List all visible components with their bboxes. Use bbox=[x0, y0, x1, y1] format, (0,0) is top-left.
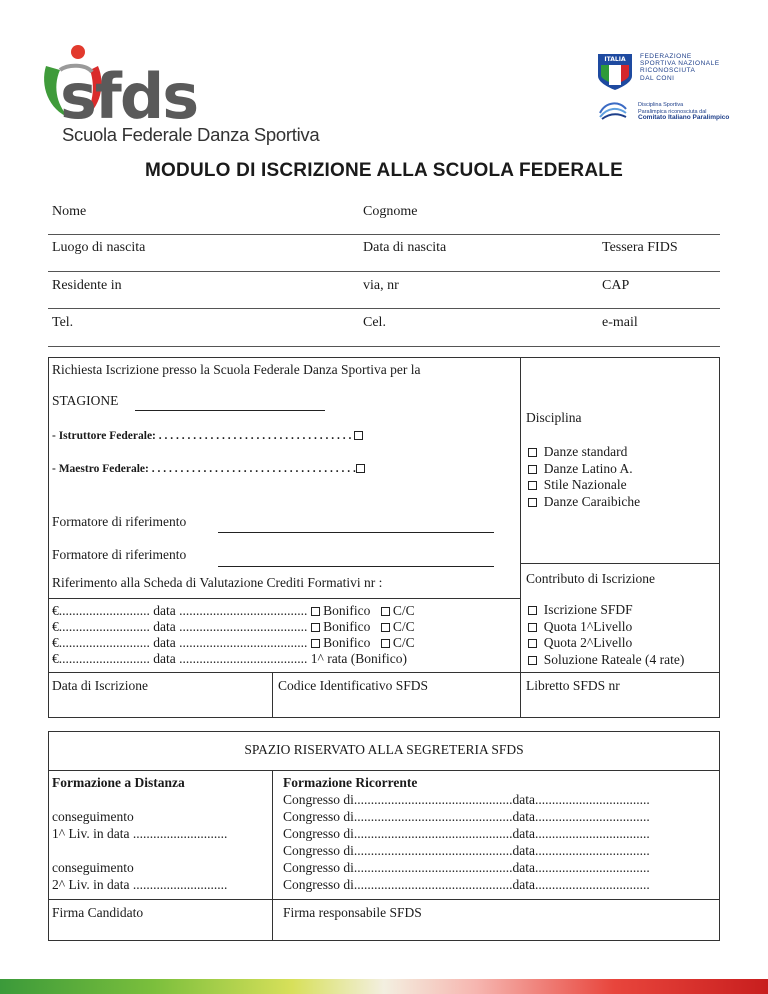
email-label: e-mail bbox=[602, 315, 638, 330]
box-divider bbox=[272, 770, 273, 941]
italia-badge-text: ITALIA bbox=[604, 56, 626, 63]
contributo-item[interactable] bbox=[528, 619, 684, 636]
congresso-row: Congresso di...............................................data.................................. bbox=[283, 860, 650, 875]
ricorrente-label: Formazione Ricorrente bbox=[283, 775, 418, 790]
conseguimento-2 bbox=[52, 859, 227, 893]
italia-shield-icon bbox=[598, 54, 632, 90]
cip-line: Comitato Italiano Paralimpico bbox=[638, 114, 730, 121]
maestro-checkbox[interactable] bbox=[356, 464, 365, 473]
tel-label: Tel. bbox=[52, 315, 74, 330]
formatore-field-2[interactable] bbox=[218, 566, 494, 567]
federation-line: SPORTIVA NAZIONALE bbox=[640, 60, 720, 68]
box-divider bbox=[48, 672, 720, 673]
federation-line: DAL CONI bbox=[640, 74, 675, 82]
cc-label: C/C bbox=[392, 619, 415, 634]
federation-line: FEDERAZIONE bbox=[640, 53, 692, 60]
disciplina-item-label: Stile Nazionale bbox=[543, 477, 627, 492]
formatore-label-1: Formatore di riferimento bbox=[52, 514, 187, 529]
disciplina-checkbox[interactable] bbox=[528, 498, 537, 507]
congresso-list bbox=[283, 791, 650, 893]
federation-text bbox=[640, 53, 720, 82]
cap-label: CAP bbox=[602, 278, 630, 293]
sfds-logo bbox=[40, 40, 260, 132]
disciplina-label: Disciplina bbox=[526, 410, 582, 425]
cognome-label: Cognome bbox=[363, 204, 418, 219]
logo-subtitle: Scuola Federale Danza Sportiva bbox=[62, 124, 320, 145]
stagione-label: STAGIONE bbox=[52, 393, 119, 408]
istruttore-label: - Istruttore Federale: bbox=[52, 430, 156, 442]
luogo-nascita-label: Luogo di nascita bbox=[52, 240, 146, 255]
istruttore-dots: . . . . . . . . . . . . . . . . . . . . . . . . . . . . . . . . . . bbox=[155, 430, 352, 442]
cip-text bbox=[638, 102, 729, 122]
box-divider bbox=[48, 899, 720, 900]
form-title: MODULO DI ISCRIZIONE ALLA SCUOLA FEDERALE bbox=[145, 160, 623, 181]
nome-label: Nome bbox=[52, 204, 87, 219]
riferimento-label: Riferimento alla Scheda di Valutazione Crediti Formativi nr : bbox=[52, 575, 383, 590]
via-label: via, nr bbox=[363, 278, 399, 293]
maestro-dots: . . . . . . . . . . . . . . . . . . . . . . . . . . . . . . . . . . . . bbox=[148, 463, 356, 475]
contributo-item-label: Quota 2^Livello bbox=[543, 635, 633, 650]
cel-label: Cel. bbox=[363, 315, 386, 330]
congresso-row: Congresso di...............................................data.................................. bbox=[283, 809, 650, 824]
conseguimento-label: conseguimento bbox=[52, 860, 134, 875]
contributo-checkbox[interactable] bbox=[528, 606, 537, 615]
contributo-item[interactable] bbox=[528, 635, 684, 652]
disciplina-checkbox[interactable] bbox=[528, 448, 537, 457]
disciplina-item[interactable] bbox=[528, 477, 640, 494]
federation-line: RICONOSCIUTA bbox=[640, 67, 696, 75]
libretto-label: Libretto SFDS nr bbox=[526, 678, 620, 693]
contributo-item-label: Quota 1^Livello bbox=[543, 618, 633, 634]
istruttore-checkbox[interactable] bbox=[354, 431, 363, 440]
contributo-item[interactable] bbox=[528, 652, 684, 669]
fad-label: Formazione a Distanza bbox=[52, 775, 185, 790]
disciplina-checkbox[interactable] bbox=[528, 465, 537, 474]
bonifico-label: Bonifico bbox=[323, 635, 371, 650]
cip-line: Disciplina Sportiva bbox=[638, 102, 684, 108]
contributo-label: Contributo di Iscrizione bbox=[526, 571, 655, 586]
row-divider bbox=[48, 308, 720, 309]
disciplina-item[interactable] bbox=[528, 461, 640, 478]
box-divider bbox=[520, 563, 720, 564]
contributo-item[interactable] bbox=[528, 602, 684, 619]
congresso-row: Congresso di...............................................data.................................. bbox=[283, 826, 650, 841]
richiesta-text: Richiesta Iscrizione presso la Scuola Federale Danza Sportiva per la bbox=[52, 362, 421, 377]
contributo-list bbox=[528, 602, 684, 668]
payment-text: €........................... data ...................................... bbox=[52, 619, 311, 634]
bonifico-checkbox[interactable] bbox=[311, 607, 320, 616]
sfds-logo-graphic bbox=[40, 40, 260, 128]
residente-label: Residente in bbox=[52, 278, 122, 293]
box-divider bbox=[48, 598, 520, 599]
payment-row bbox=[52, 603, 415, 619]
payment-row bbox=[52, 619, 415, 635]
conseguimento-1 bbox=[52, 808, 227, 842]
formatore-field-1[interactable] bbox=[218, 532, 494, 533]
bonifico-checkbox[interactable] bbox=[311, 623, 320, 632]
stagione-field[interactable] bbox=[135, 410, 325, 411]
segreteria-title: SPAZIO RISERVATO ALLA SEGRETERIA SFDS bbox=[244, 742, 524, 757]
firma-responsabile-label: Firma responsabile SFDS bbox=[283, 905, 422, 920]
congresso-row: Congresso di...............................................data.................................. bbox=[283, 843, 650, 858]
cc-checkbox[interactable] bbox=[381, 623, 390, 632]
istruttore-row bbox=[52, 430, 363, 442]
box-divider bbox=[272, 672, 273, 718]
disciplina-item[interactable] bbox=[528, 444, 640, 461]
data-iscrizione-label: Data di Iscrizione bbox=[52, 678, 148, 693]
contributo-checkbox[interactable] bbox=[528, 639, 537, 648]
cc-checkbox[interactable] bbox=[381, 607, 390, 616]
payment-text: €........................... data ...................................... 1^ rata (Bonifico) bbox=[52, 651, 408, 666]
disciplina-item-label: Danze Latino A. bbox=[543, 460, 633, 476]
payment-text: €........................... data ...................................... bbox=[52, 635, 311, 650]
contributo-checkbox[interactable] bbox=[528, 623, 537, 632]
row-divider bbox=[48, 234, 720, 235]
svg-text:sfds: sfds bbox=[60, 60, 198, 128]
payment-row bbox=[52, 635, 415, 651]
maestro-label: - Maestro Federale: bbox=[52, 463, 149, 475]
congresso-row: Congresso di...............................................data.................................. bbox=[283, 877, 650, 892]
codice-sfds-label: Codice Identificativo SFDS bbox=[278, 678, 428, 693]
box-divider bbox=[48, 770, 720, 771]
row-divider bbox=[48, 271, 720, 272]
box-divider bbox=[520, 357, 521, 718]
contributo-checkbox[interactable] bbox=[528, 656, 537, 665]
disciplina-item-label: Danze standard bbox=[543, 444, 628, 459]
data-nascita-label: Data di nascita bbox=[363, 240, 447, 255]
disciplina-checkbox[interactable] bbox=[528, 481, 537, 490]
cc-checkbox[interactable] bbox=[381, 639, 390, 648]
payment-row bbox=[52, 651, 407, 667]
disciplina-item[interactable] bbox=[528, 494, 640, 511]
cip-logo-icon bbox=[596, 99, 630, 121]
conseguimento-label: conseguimento bbox=[52, 809, 134, 824]
firma-candidato-label: Firma Candidato bbox=[52, 905, 144, 920]
conseguimento-date: 2^ Liv. in data ............................ bbox=[52, 877, 228, 892]
formatore-label-2: Formatore di riferimento bbox=[52, 547, 187, 562]
disciplina-item-label: Danze Caraibiche bbox=[543, 493, 641, 509]
footer-gradient-bar bbox=[0, 979, 768, 994]
payment-text: €........................... data ...................................... bbox=[52, 603, 311, 618]
bonifico-label: Bonifico bbox=[323, 603, 371, 618]
conseguimento-date: 1^ Liv. in data ............................ bbox=[52, 826, 228, 841]
tessera-fids-label: Tessera FIDS bbox=[602, 240, 678, 255]
row-divider bbox=[48, 346, 720, 347]
contributo-item-label: Soluzione Rateale (4 rate) bbox=[543, 651, 685, 667]
cc-label: C/C bbox=[392, 603, 415, 618]
disciplina-list bbox=[528, 444, 640, 510]
cc-label: C/C bbox=[392, 635, 415, 650]
bonifico-label: Bonifico bbox=[323, 619, 371, 634]
maestro-row bbox=[52, 463, 365, 475]
cip-line: Paralimpica riconosciuta dal bbox=[638, 108, 707, 115]
bonifico-checkbox[interactable] bbox=[311, 639, 320, 648]
contributo-item-label: Iscrizione SFDF bbox=[543, 602, 633, 617]
congresso-row: Congresso di...............................................data.................................. bbox=[283, 792, 650, 807]
